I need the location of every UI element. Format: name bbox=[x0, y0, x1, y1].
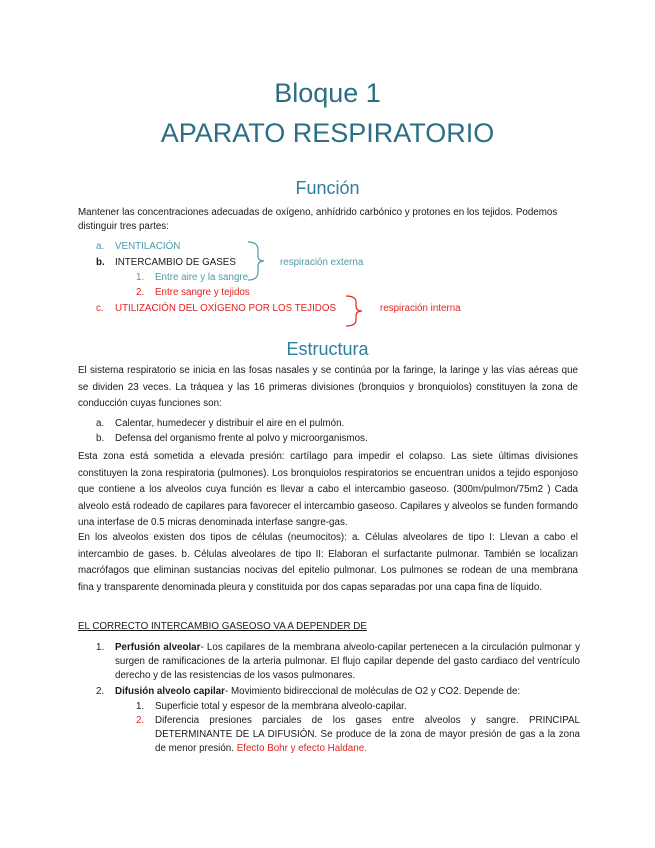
funcion-subitem-1-marker: 1. bbox=[136, 272, 145, 283]
intercambio-subitem-2 bbox=[136, 714, 580, 756]
funcion-subitem-2 bbox=[136, 286, 250, 300]
intercambio-subitem-2-body bbox=[155, 714, 580, 756]
intercambio-heading: EL CORRECTO INTERCAMBIO GASEOSO VA A DEPENDER DE bbox=[78, 621, 367, 632]
funcion-item-a bbox=[96, 240, 180, 254]
intercambio-subitem-1 bbox=[136, 700, 407, 714]
funcion-item-c-marker: c. bbox=[96, 303, 104, 314]
section-heading-funcion: Función bbox=[295, 178, 360, 198]
intercambio-item-1-text: - Los capilares de la membrana alveolo-capilar pertenecen a la circulación pulmonar y surgen de ramificaciones de la arteria pulmonar. El flujo capilar depende del gasto cardiaco del ventrículo derecho y de las resistencias de los vasos pulmonares. bbox=[115, 642, 580, 681]
funcion-item-a-text: VENTILACIÓN bbox=[115, 241, 181, 252]
intercambio-item-2 bbox=[96, 685, 580, 699]
estructura-list-item-a-text: Calentar, humedecer y distribuir el aire en el pulmón. bbox=[115, 418, 345, 429]
funcion-item-b-text: INTERCAMBIO DE GASES bbox=[115, 257, 236, 268]
intercambio-item-2-body bbox=[115, 685, 580, 699]
funcion-item-b bbox=[96, 256, 236, 270]
brace-internal-label: respiración interna bbox=[380, 303, 461, 314]
estructura-paragraph-2: Esta zona está sometida a elevada presión: cartílago para impedir el colapso. Las siete últimas divisiones constituyen la zona respiratoria (pulmones). Los bronquiolos respiratorios se encuentran unidos a tejido esponjoso que contiene a los alveolos cuya función es llevar a cabo el intercambio gaseoso. (300m/pulmon/75m2 ) Cada alveolo está rodeado de capilares para favorecer el intercambio gaseoso. Capilares y alveolos se funden formando una interfase de 0.5 micras denominada interfase sangre-gas. bbox=[78, 451, 578, 528]
intercambio-item-2-text: - Movimiento bidireccional de moléculas de O2 y CO2. Depende de: bbox=[224, 686, 521, 697]
estructura-list-item-a bbox=[96, 417, 344, 431]
intercambio-item-1 bbox=[96, 641, 580, 683]
intercambio-item-1-title: Perfusión alveolar bbox=[115, 642, 201, 653]
estructura-paragraph-3: En los alveolos existen dos tipos de células (neumocitos): a. Células alveolares de tipo I: Llevan a cabo el intercambio de gases. b. Células alveolares de tipo II: Elaboran el surfactante pulmonar. También se localizan macrófagos que eliminan sustancias nocivas del epitelio pulmonar. Los pulmones se rodean de una membrana fina y transparente denominada pleura y constituida por dos capas separadas por una capa fina de líquido. bbox=[78, 532, 578, 593]
funcion-intro-line-2: distinguir tres partes: bbox=[78, 221, 169, 232]
brace-external-icon bbox=[246, 240, 266, 282]
intercambio-subitem-2-text: Diferencia presiones parciales de los gases entre alveolos y sangre. PRINCIPAL DETERMINANTE DE LA DIFUSIÓN. Se produce de la zona de mayor presión de gas a la zona de menor presión. bbox=[155, 715, 580, 754]
section-heading-estructura: Estructura bbox=[286, 339, 369, 359]
intercambio-subitem-1-text: Superficie total y espesor de la membrana alveolo-capilar. bbox=[155, 701, 407, 712]
brace-external-label: respiración externa bbox=[280, 257, 364, 268]
estructura-list-item-a-marker: a. bbox=[96, 418, 105, 429]
funcion-subitem-2-marker: 2. bbox=[136, 287, 145, 298]
funcion-subitem-1-text: Entre aire y la sangre bbox=[155, 272, 249, 283]
intercambio-subitem-2-marker: 2. bbox=[136, 715, 145, 726]
intercambio-item-1-marker: 1. bbox=[96, 642, 105, 653]
intercambio-item-1-body bbox=[115, 641, 580, 683]
intercambio-subitem-1-marker: 1. bbox=[136, 701, 145, 712]
funcion-subitem-1 bbox=[136, 271, 248, 285]
estructura-paragraph-1: El sistema respiratorio se inicia en las fosas nasales y se continúa por la faringe, la laringe y las vías aéreas que se dividen 23 veces. La tráquea y las 16 primeras divisiones (bronquios y bronquiolos) constituyen la zona de conducción cuyas funciones son: bbox=[78, 365, 578, 409]
funcion-intro-line-1: Mantener las concentraciones adecuadas de oxígeno, anhídrido carbónico y protones en los tejidos. Podemos bbox=[78, 207, 558, 218]
intercambio-item-2-marker: 2. bbox=[96, 686, 105, 697]
funcion-item-b-marker: b. bbox=[96, 257, 105, 268]
intercambio-subitem-2-red: Efecto Bohr y efecto Haldane. bbox=[236, 743, 367, 754]
funcion-subitem-2-text: Entre sangre y tejidos bbox=[155, 287, 250, 298]
estructura-list-item-b-marker: b. bbox=[96, 433, 105, 444]
estructura-list-item-b bbox=[96, 432, 368, 446]
title-line-2: APARATO RESPIRATORIO bbox=[160, 118, 495, 148]
funcion-item-c bbox=[96, 302, 336, 316]
title-line-1: Bloque 1 bbox=[274, 78, 381, 108]
estructura-list-item-b-text: Defensa del organismo frente al polvo y microorganismos. bbox=[115, 433, 368, 444]
funcion-item-c-text: UTILIZACIÓN DEL OXÍGENO POR LOS TEJIDOS bbox=[115, 303, 337, 314]
brace-internal-icon bbox=[344, 294, 364, 328]
intercambio-item-2-title: Difusión alveolo capilar bbox=[115, 686, 225, 697]
funcion-item-a-marker: a. bbox=[96, 241, 105, 252]
